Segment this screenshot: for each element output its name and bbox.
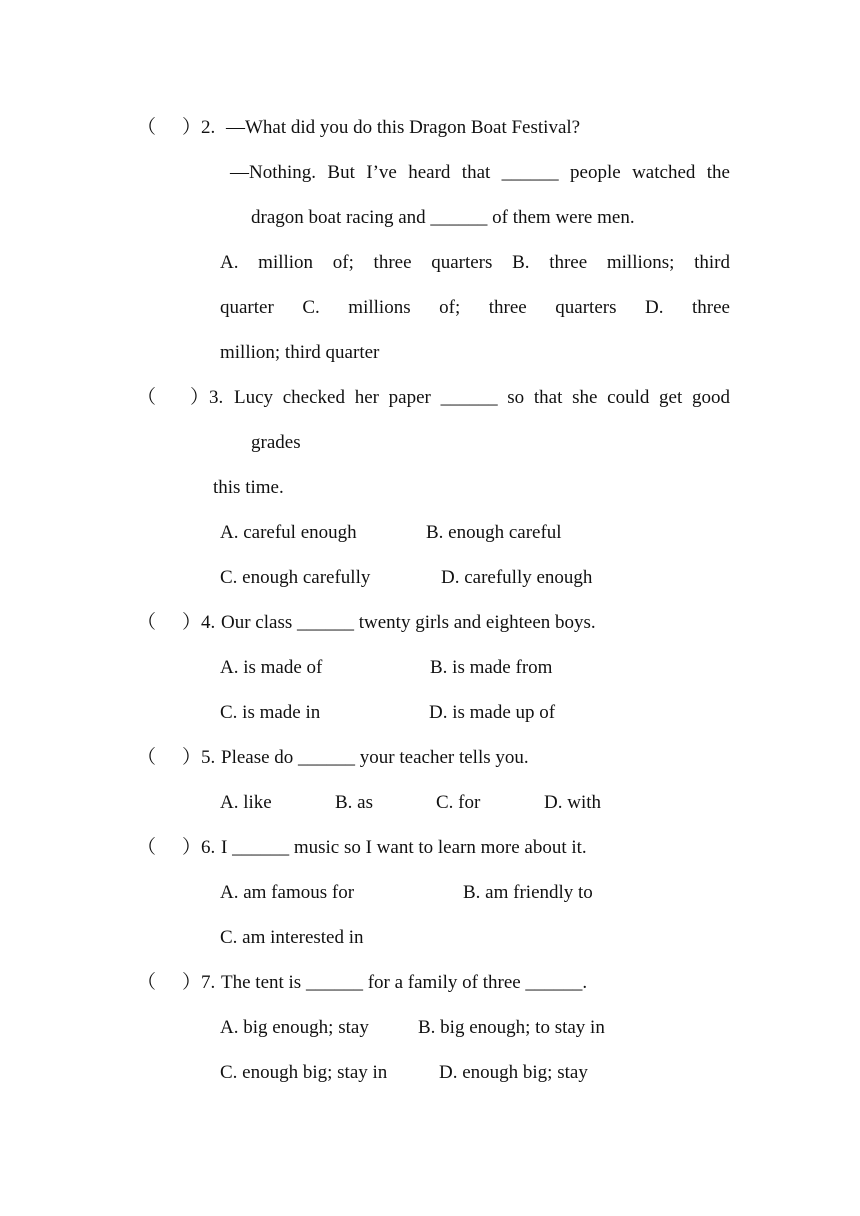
option-d: D. with: [544, 792, 601, 813]
option-a: A. is made of: [220, 657, 323, 678]
question-number: ）5.: [182, 747, 216, 768]
answer-bracket: （: [137, 747, 157, 768]
option-c: C. is made in: [220, 702, 321, 723]
option-d: D. carefully enough: [441, 567, 593, 588]
option-c: C. enough big; stay in: [220, 1062, 388, 1083]
question-number: ）6.: [182, 837, 216, 858]
option-b: B. is made from: [430, 657, 553, 678]
question-stem: The tent is ______ for a family of three ______.: [221, 972, 588, 993]
question-stem: Please do ______ your teacher tells you.: [221, 747, 529, 768]
options-line: A. million of; three quarters B. three millions; third: [220, 252, 730, 273]
options-line: million; third quarter: [220, 342, 380, 363]
option-a: A. like: [220, 792, 272, 813]
answer-bracket: （: [137, 972, 157, 993]
question-number: ）4.: [182, 612, 216, 633]
option-b: B. big enough; to stay in: [418, 1017, 605, 1038]
question-number: ）2.: [182, 117, 216, 138]
question-stem: this time.: [213, 477, 284, 498]
dialogue-reply-line: —Nothing. But I’ve heard that ______ people watched the: [230, 162, 730, 183]
option-b: B. as: [335, 792, 373, 813]
option-d: D. is made up of: [429, 702, 556, 723]
option-b: B. am friendly to: [463, 882, 593, 903]
answer-bracket: （: [137, 117, 157, 138]
answer-bracket: （: [137, 837, 157, 858]
option-b: B. enough careful: [426, 522, 562, 543]
question-stem: Lucy checked her paper ______ so that she could get good: [234, 387, 730, 408]
options-line: quarter C. millions of; three quarters D. three: [220, 297, 730, 318]
question-stem: —What did you do this Dragon Boat Festival?: [226, 117, 581, 138]
answer-bracket: （: [137, 612, 157, 633]
option-d: D. enough big; stay: [439, 1062, 588, 1083]
option-c: C. for: [436, 792, 481, 813]
option-a: A. am famous for: [220, 882, 355, 903]
question-stem: Our class ______ twenty girls and eighteen boys.: [221, 612, 596, 633]
dialogue-reply-line: dragon boat racing and ______ of them were men.: [251, 207, 635, 228]
option-c: C. am interested in: [220, 927, 364, 948]
option-a: A. careful enough: [220, 522, 357, 543]
answer-bracket: （: [137, 387, 157, 408]
question-stem: I ______ music so I want to learn more about it.: [221, 837, 587, 858]
question-stem: grades: [251, 432, 301, 453]
option-c: C. enough carefully: [220, 567, 371, 588]
option-a: A. big enough; stay: [220, 1017, 369, 1038]
question-number: ）7.: [182, 972, 216, 993]
question-number: ）3.: [190, 387, 224, 408]
